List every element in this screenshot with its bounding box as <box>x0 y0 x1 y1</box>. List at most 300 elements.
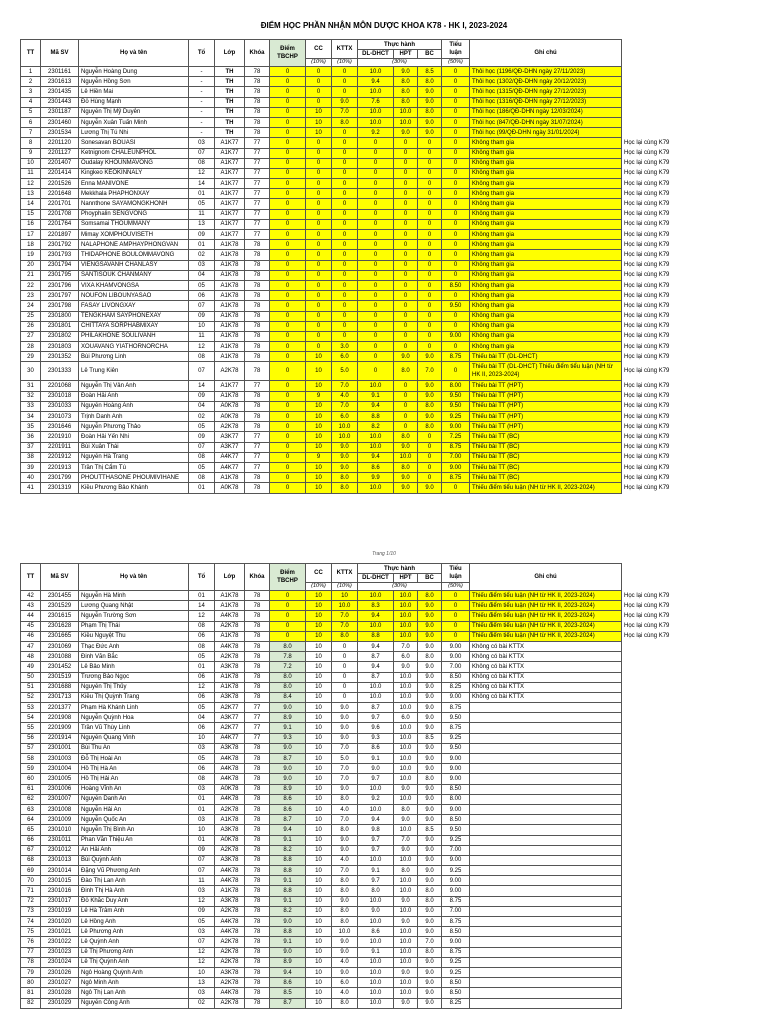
student-id: 2301013 <box>41 855 79 865</box>
regular-test-score: 8.0 <box>332 998 358 1008</box>
row-index: 81 <box>21 988 41 998</box>
regular-test-score: 8.0 <box>332 886 358 896</box>
note: Không có bài KTTX <box>470 641 622 651</box>
dl-dhct-score: 0 <box>358 352 394 362</box>
class: A1K77 <box>215 209 245 219</box>
bc-score: 0 <box>418 168 442 178</box>
final-score: 0 <box>270 219 306 229</box>
bc-score: 9.0 <box>418 412 442 422</box>
bc-score: 9.0 <box>418 855 442 865</box>
final-score: 8.2 <box>270 906 306 916</box>
group: 07 <box>189 301 215 311</box>
bc-score: 9.0 <box>418 352 442 362</box>
group: 03 <box>189 784 215 794</box>
table-row <box>21 937 723 947</box>
note: Thiếu điểm tiểu luận (NH từ HK II, 2023-2024) <box>470 611 622 621</box>
final-score: 0 <box>270 352 306 362</box>
group: 06 <box>189 291 215 301</box>
row-index: 41 <box>21 483 41 493</box>
essay-score: 0 <box>442 148 470 158</box>
final-score: 0 <box>270 401 306 411</box>
group: 07 <box>189 442 215 452</box>
extra-note <box>622 998 723 1008</box>
header-student-id: Mã SV <box>41 40 79 67</box>
class: A4K78 <box>215 927 245 937</box>
extra-note <box>622 662 723 672</box>
extra-note <box>622 988 723 998</box>
cohort: 78 <box>245 927 270 937</box>
student-id: 2301797 <box>41 291 79 301</box>
row-index: 23 <box>21 291 41 301</box>
regular-test-score: 7.0 <box>332 743 358 753</box>
extra-note <box>622 713 723 723</box>
hpt-score: 8.0 <box>394 87 418 97</box>
hpt-score: 8.0 <box>394 432 418 442</box>
table-row <box>21 825 723 835</box>
final-score: 8.8 <box>270 927 306 937</box>
header-attendance: CC <box>306 564 332 583</box>
final-score: 8.8 <box>270 855 306 865</box>
student-id: 2201127 <box>41 148 79 158</box>
row-index: 54 <box>21 713 41 723</box>
note: Thiếu bài TT (HPT) <box>470 422 622 432</box>
weight-essay: (50%) <box>442 583 470 591</box>
bc-score: 7.0 <box>418 362 442 381</box>
note: Thôi học (1316/QĐ-DHN ngày 27/12/2023) <box>470 97 622 107</box>
group: - <box>189 87 215 97</box>
group: 10 <box>189 967 215 977</box>
regular-test-score: 6.0 <box>332 412 358 422</box>
attendance-score: 0 <box>306 209 332 219</box>
extra-note: Học lại cùng K79 <box>622 321 723 331</box>
note: Không tham gia <box>470 158 622 168</box>
essay-score: 8.75 <box>442 917 470 927</box>
group: 06 <box>189 723 215 733</box>
attendance-score: 0 <box>306 301 332 311</box>
essay-score: 7.00 <box>442 845 470 855</box>
table-row <box>21 947 723 957</box>
attendance-score: 10 <box>306 621 332 631</box>
hpt-score: 0 <box>394 168 418 178</box>
student-id: 2301452 <box>41 662 79 672</box>
bc-score: 9.0 <box>418 815 442 825</box>
extra-note <box>622 917 723 927</box>
attendance-score: 0 <box>306 148 332 158</box>
dl-dhct-score: 0 <box>358 331 394 341</box>
bc-score: 9.0 <box>418 611 442 621</box>
cohort: 78 <box>245 107 270 117</box>
attendance-score: 10 <box>306 937 332 947</box>
cohort: 78 <box>245 250 270 260</box>
cohort: 78 <box>245 412 270 422</box>
student-id: 2201914 <box>41 733 79 743</box>
note: Thiếu bài TT (BC) <box>470 452 622 462</box>
cohort: 78 <box>245 937 270 947</box>
hpt-score: 9.0 <box>394 483 418 493</box>
cohort: 78 <box>245 692 270 702</box>
weight-practice: (30%) <box>358 59 442 67</box>
hpt-score: 10.0 <box>394 876 418 886</box>
class: A1K77 <box>215 381 245 391</box>
note <box>470 723 622 733</box>
class: A1K77 <box>215 138 245 148</box>
student-name: Lê Quỳnh Anh <box>79 937 189 947</box>
student-id: 2301803 <box>41 342 79 352</box>
dl-dhct-score: 0 <box>358 321 394 331</box>
dl-dhct-score: 8.3 <box>358 601 394 611</box>
extra-note <box>622 855 723 865</box>
student-name: Nguyễn Hà Trang <box>79 452 189 462</box>
bc-score: 0 <box>418 219 442 229</box>
essay-score: 8.75 <box>442 442 470 452</box>
header-dl-dhct: DL-DHCT <box>358 574 394 583</box>
class: A2K78 <box>215 978 245 988</box>
student-id: 2301796 <box>41 280 79 290</box>
cohort: 78 <box>245 662 270 672</box>
regular-test-score: 10 <box>332 591 358 601</box>
student-name: VIENGSAVANH CHANLASY <box>79 260 189 270</box>
student-id: 2301003 <box>41 754 79 764</box>
attendance-score: 0 <box>306 97 332 107</box>
final-score: 9.1 <box>270 876 306 886</box>
extra-note: Học lại cùng K79 <box>622 412 723 422</box>
extra-note: Học lại cùng K79 <box>622 138 723 148</box>
student-name: Thạc Đức Anh <box>79 641 189 651</box>
note: Không tham gia <box>470 321 622 331</box>
final-score: 0 <box>270 138 306 148</box>
final-score: 0 <box>270 250 306 260</box>
row-index: 17 <box>21 230 41 240</box>
hpt-score: 0 <box>394 291 418 301</box>
essay-score: 9.00 <box>442 886 470 896</box>
essay-score: 8.75 <box>442 473 470 483</box>
class: A1K78 <box>215 250 245 260</box>
bc-score: 9.0 <box>418 128 442 138</box>
hpt-score: 9.0 <box>394 128 418 138</box>
header-full-name: Họ và tên <box>79 564 189 591</box>
table-row <box>21 432 723 442</box>
regular-test-score: 0 <box>332 158 358 168</box>
dl-dhct-score: 10.0 <box>358 967 394 977</box>
final-score: 0 <box>270 473 306 483</box>
group: - <box>189 107 215 117</box>
student-id: 2301023 <box>41 947 79 957</box>
note: Thiếu điểm tiểu luận (NH từ HK II, 2023-2024) <box>470 591 622 601</box>
class: A2K78 <box>215 652 245 662</box>
row-index: 53 <box>21 703 41 713</box>
essay-score: 0 <box>442 77 470 87</box>
class: A1K78 <box>215 672 245 682</box>
attendance-score: 10 <box>306 591 332 601</box>
regular-test-score: 9.0 <box>332 452 358 462</box>
attendance-score: 10 <box>306 412 332 422</box>
bc-score: 9.0 <box>418 713 442 723</box>
row-index: 19 <box>21 250 41 260</box>
student-name: Lê Thị Phương Anh <box>79 947 189 957</box>
essay-score: 9.25 <box>442 967 470 977</box>
extra-note: Học lại cùng K79 <box>622 601 723 611</box>
header-extra <box>622 40 723 67</box>
dl-dhct-score: 0 <box>358 219 394 229</box>
regular-test-score: 9.0 <box>332 845 358 855</box>
dl-dhct-score: 0 <box>358 291 394 301</box>
student-name: Sonesavan BOUASI <box>79 138 189 148</box>
regular-test-score: 0 <box>332 280 358 290</box>
regular-test-score: 8.0 <box>332 906 358 916</box>
hpt-score: 8.0 <box>394 866 418 876</box>
dl-dhct-score: 8.6 <box>358 462 394 472</box>
header-bc: BC <box>418 50 442 59</box>
group: 12 <box>189 682 215 692</box>
class: A1K78 <box>215 270 245 280</box>
essay-score: 0 <box>442 291 470 301</box>
note <box>470 804 622 814</box>
student-name: Mekkhala PHAPHONXAY <box>79 189 189 199</box>
cohort: 77 <box>245 230 270 240</box>
essay-score: 0 <box>442 483 470 493</box>
header-class: Lớp <box>215 40 245 67</box>
final-score: 0 <box>270 260 306 270</box>
header-notes: Ghi chú <box>470 564 622 591</box>
row-index: 60 <box>21 774 41 784</box>
note <box>470 764 622 774</box>
essay-score: 0 <box>442 219 470 229</box>
class: A3K78 <box>215 967 245 977</box>
extra-note <box>622 815 723 825</box>
final-score: 9.0 <box>270 947 306 957</box>
row-index: 66 <box>21 835 41 845</box>
hpt-score: 10.0 <box>394 452 418 462</box>
hpt-score: 8.0 <box>394 77 418 87</box>
class: A4K77 <box>215 462 245 472</box>
final-score: 0 <box>270 77 306 87</box>
attendance-score: 10 <box>306 611 332 621</box>
table-row <box>21 179 723 189</box>
class: A3K77 <box>215 713 245 723</box>
hpt-score: 0 <box>394 280 418 290</box>
essay-score: 0 <box>442 117 470 127</box>
regular-test-score: 9.0 <box>332 723 358 733</box>
dl-dhct-score: 10.0 <box>358 432 394 442</box>
regular-test-score: 7.0 <box>332 774 358 784</box>
row-index: 32 <box>21 391 41 401</box>
student-name: Nguyễn Thị Bình An <box>79 825 189 835</box>
regular-test-score: 9.0 <box>332 967 358 977</box>
class: A4K78 <box>215 876 245 886</box>
student-id: 2301012 <box>41 845 79 855</box>
class: A1K78 <box>215 815 245 825</box>
extra-note: Học lại cùng K79 <box>622 352 723 362</box>
bc-score: 8.0 <box>418 652 442 662</box>
attendance-score: 0 <box>306 260 332 270</box>
cohort: 78 <box>245 835 270 845</box>
student-name: Hồ Thị Hà An <box>79 764 189 774</box>
essay-score: 9.00 <box>442 754 470 764</box>
row-index: 56 <box>21 733 41 743</box>
row-index: 5 <box>21 107 41 117</box>
attendance-score: 10 <box>306 601 332 611</box>
final-score: 0 <box>270 128 306 138</box>
table-row <box>21 713 723 723</box>
cohort: 78 <box>245 291 270 301</box>
extra-note: Học lại cùng K79 <box>622 591 723 601</box>
dl-dhct-score: 0 <box>358 362 394 381</box>
essay-score: 8.50 <box>442 784 470 794</box>
cohort: 78 <box>245 855 270 865</box>
hpt-score: 9.0 <box>394 845 418 855</box>
table-row <box>21 733 723 743</box>
group: 10 <box>189 733 215 743</box>
row-index: 10 <box>21 158 41 168</box>
hpt-score: 6.0 <box>394 652 418 662</box>
weight-practice: (30%) <box>358 583 442 591</box>
essay-score: 9.00 <box>442 774 470 784</box>
essay-score: 0 <box>442 138 470 148</box>
dl-dhct-score: 10.0 <box>358 682 394 692</box>
regular-test-score: 10.0 <box>332 432 358 442</box>
bc-score: 9.0 <box>418 723 442 733</box>
bc-score: 9.0 <box>418 621 442 631</box>
attendance-score: 10 <box>306 774 332 784</box>
regular-test-score: 0 <box>332 331 358 341</box>
dl-dhct-score: 10.0 <box>358 67 394 77</box>
extra-note: Học lại cùng K79 <box>622 148 723 158</box>
table-row <box>21 452 723 462</box>
group: 01 <box>189 591 215 601</box>
regular-test-score: 7.0 <box>332 107 358 117</box>
extra-note <box>622 97 723 107</box>
group: 08 <box>189 641 215 651</box>
group: - <box>189 97 215 107</box>
final-score: 8.7 <box>270 998 306 1008</box>
bc-score: 0 <box>418 209 442 219</box>
class: TH <box>215 67 245 77</box>
regular-test-score: 0 <box>332 270 358 280</box>
bc-score: 0 <box>418 462 442 472</box>
dl-dhct-score: 10.0 <box>358 381 394 391</box>
student-name: Nguyễn Hoàng Anh <box>79 401 189 411</box>
group: 04 <box>189 713 215 723</box>
essay-score: 0 <box>442 199 470 209</box>
row-index: 73 <box>21 906 41 916</box>
class: TH <box>215 97 245 107</box>
regular-test-score: 9.0 <box>332 97 358 107</box>
regular-test-score: 0 <box>332 230 358 240</box>
extra-note <box>622 876 723 886</box>
note <box>470 957 622 967</box>
student-name: Nguyễn Hà Minh <box>79 591 189 601</box>
row-index: 57 <box>21 743 41 753</box>
row-index: 14 <box>21 199 41 209</box>
student-id: 2301019 <box>41 906 79 916</box>
hpt-score: 9.0 <box>394 473 418 483</box>
hpt-score: 10.0 <box>394 682 418 692</box>
extra-note <box>622 77 723 87</box>
table-row <box>21 917 723 927</box>
essay-score: 8.50 <box>442 927 470 937</box>
table-row <box>21 462 723 472</box>
row-index: 26 <box>21 321 41 331</box>
note <box>470 845 622 855</box>
regular-test-score: 0 <box>332 291 358 301</box>
note: Không tham gia <box>470 342 622 352</box>
student-name: Nguyễn Thị Thủy <box>79 682 189 692</box>
cohort: 78 <box>245 672 270 682</box>
student-id: 2201897 <box>41 230 79 240</box>
student-id: 2301798 <box>41 301 79 311</box>
regular-test-score: 4.0 <box>332 391 358 401</box>
final-score: 0 <box>270 148 306 158</box>
note <box>470 967 622 977</box>
group: 07 <box>189 937 215 947</box>
table-row <box>21 168 723 178</box>
row-index: 37 <box>21 442 41 452</box>
table-row <box>21 240 723 250</box>
note <box>470 917 622 927</box>
attendance-score: 10 <box>306 876 332 886</box>
group: - <box>189 128 215 138</box>
dl-dhct-score: 10.0 <box>358 784 394 794</box>
bc-score: 9.0 <box>418 754 442 764</box>
extra-note: Học lại cùng K79 <box>622 179 723 189</box>
attendance-score: 10 <box>306 947 332 957</box>
table-row <box>21 988 723 998</box>
class: A1K78 <box>215 886 245 896</box>
hpt-score: 10.0 <box>394 906 418 916</box>
row-index: 13 <box>21 189 41 199</box>
note <box>470 713 622 723</box>
group: - <box>189 67 215 77</box>
cohort: 77 <box>245 179 270 189</box>
student-id: 2301187 <box>41 107 79 117</box>
attendance-score: 10 <box>306 804 332 814</box>
bc-score: 0 <box>418 230 442 240</box>
dl-dhct-score: 10.0 <box>358 107 394 117</box>
table-row <box>21 692 723 702</box>
cohort: 78 <box>245 998 270 1008</box>
bc-score: 8.0 <box>418 774 442 784</box>
extra-note: Học lại cùng K79 <box>622 422 723 432</box>
group: 01 <box>189 662 215 672</box>
extra-note: Học lại cùng K79 <box>622 381 723 391</box>
student-id: 2301010 <box>41 825 79 835</box>
attendance-score: 0 <box>306 179 332 189</box>
table-row <box>21 97 723 107</box>
student-id: 2301073 <box>41 412 79 422</box>
hpt-score: 8.0 <box>394 97 418 107</box>
regular-test-score: 10.0 <box>332 422 358 432</box>
table-row <box>21 754 723 764</box>
bc-score: 0 <box>418 331 442 341</box>
dl-dhct-score: 8.6 <box>358 743 394 753</box>
final-score: 0 <box>270 342 306 352</box>
student-name: Lê Hà Trâm Anh <box>79 906 189 916</box>
cohort: 78 <box>245 97 270 107</box>
note: Thiếu điểm tiểu luận (NH từ HK II, 2023-2024) <box>470 601 622 611</box>
hpt-score: 10.0 <box>394 937 418 947</box>
note: Thôi học (186/QĐ-DHN ngày 12/03/2024) <box>470 107 622 117</box>
extra-note <box>622 927 723 937</box>
group: 10 <box>189 825 215 835</box>
attendance-score: 0 <box>306 291 332 301</box>
group: 01 <box>189 240 215 250</box>
bc-score: 0 <box>418 148 442 158</box>
final-score: 0 <box>270 189 306 199</box>
table-row <box>21 967 723 977</box>
student-name: Đinh Thị Hà Anh <box>79 886 189 896</box>
header-tt: TT <box>21 564 41 591</box>
regular-test-score: 0 <box>332 128 358 138</box>
